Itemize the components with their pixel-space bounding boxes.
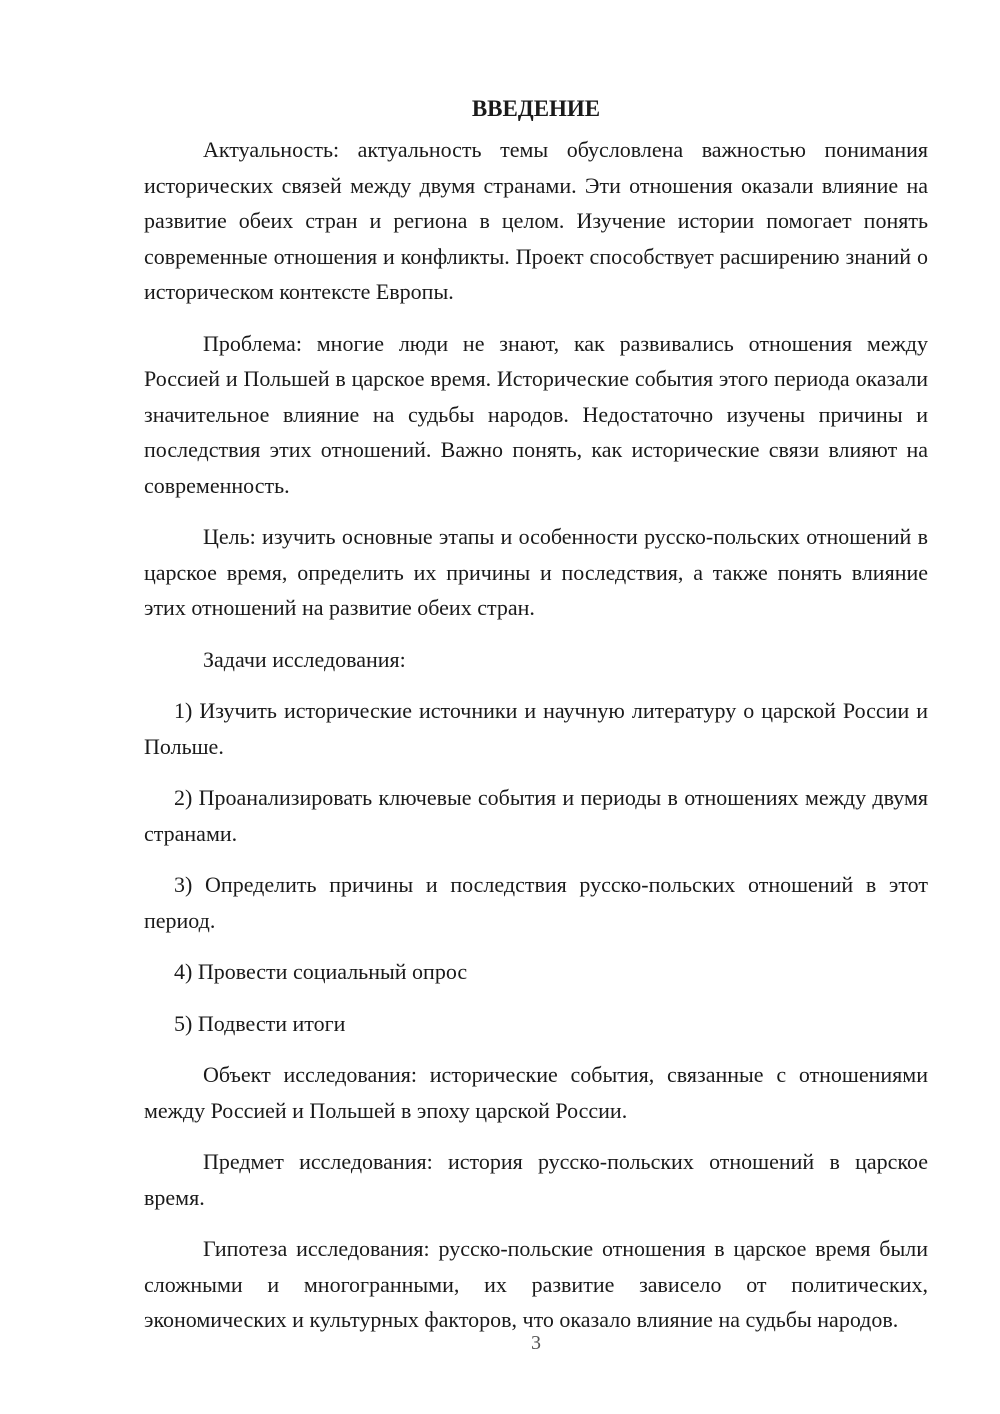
- task-item-2: 2) Проанализировать ключевые события и периоды в отношениях между двумя странами.: [144, 785, 928, 846]
- tasks-heading: Задачи исследования:: [203, 646, 406, 672]
- task-item-3: 3) Определить причины и последствия русско-польских отношений в этот период.: [144, 872, 928, 933]
- task-item-5: 5) Подвести итоги: [174, 1010, 346, 1036]
- task-item-4: 4) Провести социальный опрос: [174, 959, 468, 984]
- paragraph-object: Объект исследования: исторические события, связанные с отношениями между Россией и Польшей в эпоху царской России.: [144, 1062, 928, 1123]
- paragraph-relevance: Актуальность: актуальность темы обусловлена важностью понимания исторических связей между двумя странами. Эти отношения оказали влияние на развитие обеих стран и региона в целом. Изучение истории помогает понять современные отношения и конфликты. Проект способствует расширению знаний о историческом контексте Европы.: [144, 137, 928, 304]
- page-number: 3: [531, 1332, 541, 1354]
- paragraph-hypothesis: Гипотеза исследования: русско-польские отношения в царское время были сложными и многогранными, их развитие зависело от политических, экономических и культурных факторов, что оказало влияние на судьбы народов.: [144, 1236, 928, 1332]
- paragraph-goal: Цель: изучить основные этапы и особенности русско-польских отношений в царское время, определить их причины и последствия, а также понять влияние этих отношений на развитие обеих стран.: [144, 524, 928, 620]
- task-item-1: 1) Изучить исторические источники и научную литературу о царской России и Польше.: [144, 698, 928, 759]
- document-page: [144, 92, 928, 1354]
- paragraph-problem: Проблема: многие люди не знают, как развивались отношения между Россией и Польшей в царское время. Исторические события этого периода оказали значительное влияние на судьбы народов. Недостаточно изучены причины и последствия этих отношений. Важно понять, как исторические связи влияют на современность.: [144, 330, 928, 498]
- section-title: ВВЕДЕНИЕ: [471, 96, 601, 121]
- paragraph-subject: Предмет исследования: история русско-польских отношений в царское время.: [144, 1149, 928, 1210]
